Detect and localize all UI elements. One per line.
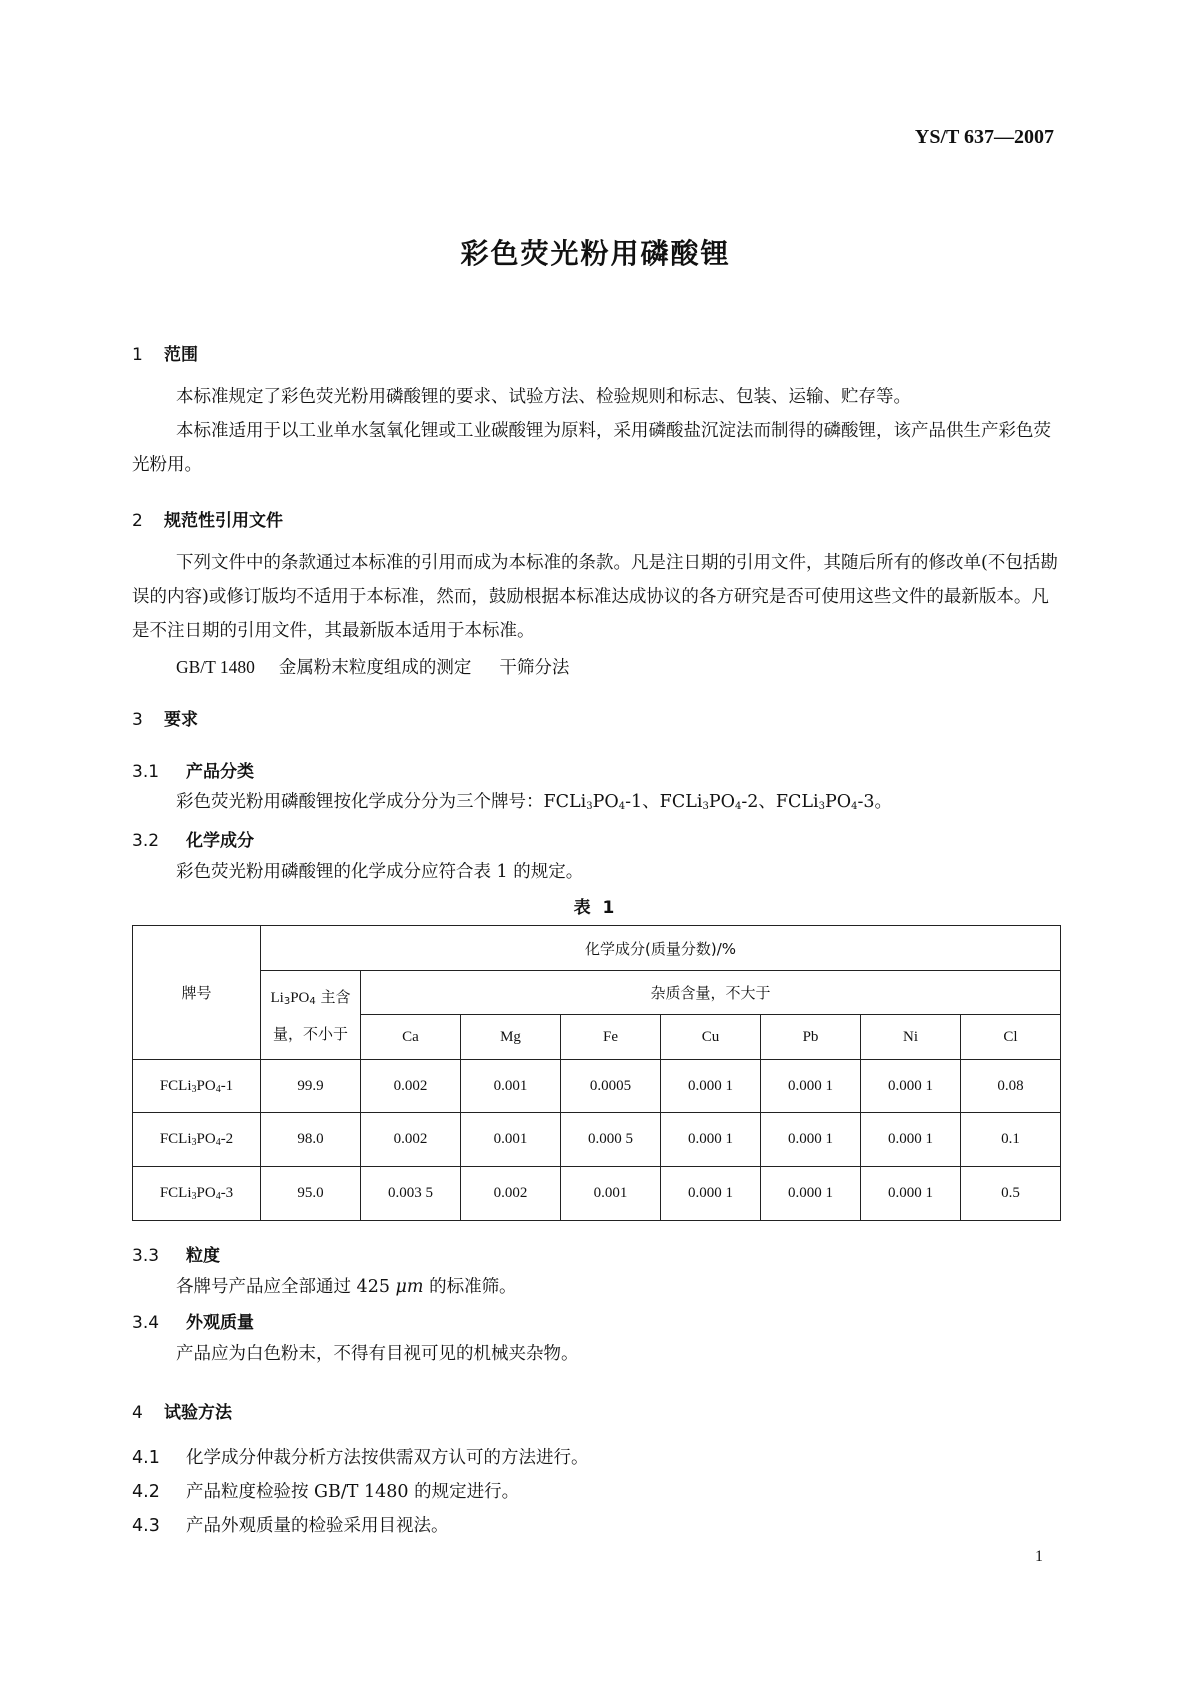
section-3-2-heading <box>132 826 254 851</box>
text-segment: 量，不小于 <box>272 1024 348 1043</box>
section-title: 范围 <box>164 345 198 365</box>
paragraph-text: 本标准规定了彩色荧光粉用磷酸锂的要求、试验方法、检验规则和标志、包装、运输、贮存等。 <box>176 387 911 407</box>
header-impurity: 杂质含量，不大于 <box>361 971 1061 1015</box>
value-cell: 0.000 1 <box>661 1060 761 1113</box>
header-element: Cu <box>661 1015 761 1060</box>
unit: μm <box>395 1277 424 1297</box>
subscript: 4 <box>215 1083 221 1095</box>
header-element: Pb <box>761 1015 861 1060</box>
value-cell: 0.002 <box>361 1060 461 1113</box>
value-cell: 0.1 <box>961 1113 1061 1167</box>
chemical-composition-table <box>132 925 1061 1221</box>
value-cell: 0.000 5 <box>561 1113 661 1167</box>
section-number: 4 <box>132 1403 143 1423</box>
item-text: 化学成分仲裁分析方法按供需双方认可的方法进行。 <box>186 1448 589 1468</box>
header-grade: 牌号 <box>133 926 261 1060</box>
section-2-heading <box>132 506 283 531</box>
header-element: Ni <box>861 1015 961 1060</box>
value-cell: 0.000 1 <box>861 1113 961 1167</box>
header-element: Cl <box>961 1015 1061 1060</box>
value-cell: 0.000 1 <box>761 1167 861 1221</box>
text-segment: FCLi <box>159 1077 192 1094</box>
text-segment: 各牌号产品应全部通过 425 <box>176 1277 396 1297</box>
section-3-2-text: 彩色荧光粉用磷酸锂的化学成分应符合表 1 的规定。 <box>176 862 584 882</box>
header-element: Ca <box>361 1015 461 1060</box>
item-text: 产品粒度检验按 GB/T 1480 的规定进行。 <box>186 1482 520 1502</box>
value-cell: 0.001 <box>461 1113 561 1167</box>
section-title: 产品分类 <box>186 762 254 782</box>
text-segment: PO <box>290 989 310 1006</box>
value-cell: 0.08 <box>961 1060 1061 1113</box>
text-segment: FCLi <box>159 1131 192 1147</box>
value-cell: 0.003 5 <box>361 1167 461 1221</box>
table-row <box>133 1113 1061 1167</box>
standard-number: YS/T 637—2007 <box>914 126 1054 148</box>
subscript: 3 <box>191 1137 197 1148</box>
section-title: 规范性引用文件 <box>164 511 283 531</box>
main-content-cell: 98.0 <box>261 1113 361 1167</box>
value-cell: 0.000 1 <box>861 1167 961 1221</box>
item-number: 4.3 <box>132 1516 160 1536</box>
subscript: 4 <box>309 995 316 1007</box>
value-cell: 0.0005 <box>561 1060 661 1113</box>
main-content-cell: 99.9 <box>261 1060 361 1113</box>
subscript: 4 <box>215 1137 221 1148</box>
section-number: 3 <box>132 710 143 730</box>
section-4-2 <box>132 1478 519 1503</box>
section-4-1 <box>132 1444 589 1469</box>
text-segment: 的标准筛。 <box>423 1277 517 1297</box>
table-row <box>133 1167 1061 1221</box>
section-number: 3.1 <box>132 762 160 782</box>
grade-cell <box>133 1167 261 1221</box>
text-segment: -1、FCLi <box>625 792 703 812</box>
section-4-3 <box>132 1512 449 1537</box>
section-3-4-text: 产品应为白色粉末，不得有目视可见的机械夹杂物。 <box>176 1344 579 1364</box>
text-segment: 彩色荧光粉用磷酸锂按化学成分分为三个牌号：FCLi <box>176 792 587 812</box>
text-segment: PO <box>196 1185 216 1201</box>
subscript: 4 <box>618 801 626 812</box>
section-4-heading <box>132 1398 232 1423</box>
paragraph-text: 下列文件中的条款通过本标准的引用而成为本标准的条款。凡是注日期的引用文件，其随后所有的修改单(不包括勘误的内容)或修订版均不适用于本标准，然而，鼓励根据本标准达成协议的各方研究是否可使用这些文件的最新版本。凡是不注日期的引用文件，其最新版本适用于本标准。 <box>132 553 1058 641</box>
value-cell: 0.000 1 <box>761 1060 861 1113</box>
subscript: 3 <box>702 801 709 812</box>
grade-cell <box>133 1060 261 1113</box>
section-title: 外观质量 <box>186 1313 254 1333</box>
table-caption: 表 1 <box>573 898 618 918</box>
item-number: 4.2 <box>132 1482 160 1502</box>
header-composition: 化学成分(质量分数)/% <box>261 926 1061 971</box>
reference-title-a: 金属粉末粒度组成的测定 <box>278 658 472 678</box>
section-3-heading <box>132 705 198 730</box>
subscript: 3 <box>818 801 825 812</box>
section-title: 化学成分 <box>186 831 254 851</box>
section-number: 3.3 <box>132 1246 160 1266</box>
document-title: 彩色荧光粉用磷酸锂 <box>460 237 731 270</box>
header-main-content <box>261 971 361 1060</box>
value-cell: 0.000 1 <box>661 1113 761 1167</box>
text-segment: Li <box>270 989 284 1006</box>
text-segment: PO <box>592 792 619 812</box>
section-3-3-text <box>176 1273 517 1298</box>
section-3-3-heading <box>132 1241 220 1266</box>
section-number: 3.2 <box>132 831 160 851</box>
section-3-1-heading <box>132 757 254 782</box>
table-row <box>133 1060 1061 1113</box>
section-1-heading <box>132 340 198 365</box>
section-3-4-heading <box>132 1308 254 1333</box>
value-cell: 0.5 <box>961 1167 1061 1221</box>
section-number: 1 <box>132 345 143 365</box>
subscript: 4 <box>215 1191 221 1202</box>
value-cell: 0.000 1 <box>661 1167 761 1221</box>
subscript: 3 <box>191 1083 197 1095</box>
text-segment: -2、FCLi <box>741 792 819 812</box>
value-cell: 0.002 <box>361 1113 461 1167</box>
section-title: 试验方法 <box>164 1403 232 1423</box>
section-1-paragraph-1 <box>132 380 1060 414</box>
header-element: Fe <box>561 1015 661 1060</box>
item-text: 产品外观质量的检验采用目视法。 <box>186 1516 449 1536</box>
section-3-1-text <box>176 788 892 813</box>
page-number: 1 <box>1035 1548 1043 1565</box>
subscript: 4 <box>734 801 742 812</box>
text-segment: PO <box>708 792 735 812</box>
value-cell: 0.002 <box>461 1167 561 1221</box>
main-content-cell: 95.0 <box>261 1167 361 1221</box>
item-number: 4.1 <box>132 1448 160 1468</box>
subscript: 3 <box>191 1191 197 1202</box>
text-segment: PO <box>196 1077 216 1094</box>
section-number: 2 <box>132 511 143 531</box>
text-segment: FCLi <box>159 1185 192 1201</box>
subscript: 4 <box>851 801 858 812</box>
subscript: 3 <box>586 801 593 812</box>
paragraph-text: 本标准适用于以工业单水氢氧化锂或工业碳酸锂为原料，采用磷酸盐沉淀法而制得的磷酸锂，该产品供生产彩色荧光粉用。 <box>132 421 1051 475</box>
reference-title-b: 干筛分法 <box>499 658 570 678</box>
section-title: 要求 <box>164 710 198 730</box>
text-segment: -1 <box>220 1077 234 1094</box>
value-cell: 0.000 1 <box>861 1060 961 1113</box>
normative-reference <box>176 654 569 679</box>
value-cell: 0.001 <box>461 1060 561 1113</box>
section-title: 粒度 <box>186 1246 220 1266</box>
text-segment: PO <box>196 1131 216 1147</box>
text-segment: -3。 <box>857 792 893 812</box>
header-element: Mg <box>461 1015 561 1060</box>
text-segment: -3 <box>220 1185 234 1201</box>
value-cell: 0.001 <box>561 1167 661 1221</box>
text-segment: 主含 <box>315 987 351 1006</box>
text-segment: PO <box>825 792 852 812</box>
reference-code: GB/T 1480 <box>176 657 255 677</box>
section-2-paragraph-1 <box>132 546 1060 648</box>
text-segment: -2 <box>220 1131 234 1147</box>
grade-cell <box>133 1113 261 1167</box>
subscript: 3 <box>283 995 291 1007</box>
section-number: 3.4 <box>132 1313 160 1333</box>
value-cell: 0.000 1 <box>761 1113 861 1167</box>
section-1-paragraph-2 <box>132 414 1060 482</box>
